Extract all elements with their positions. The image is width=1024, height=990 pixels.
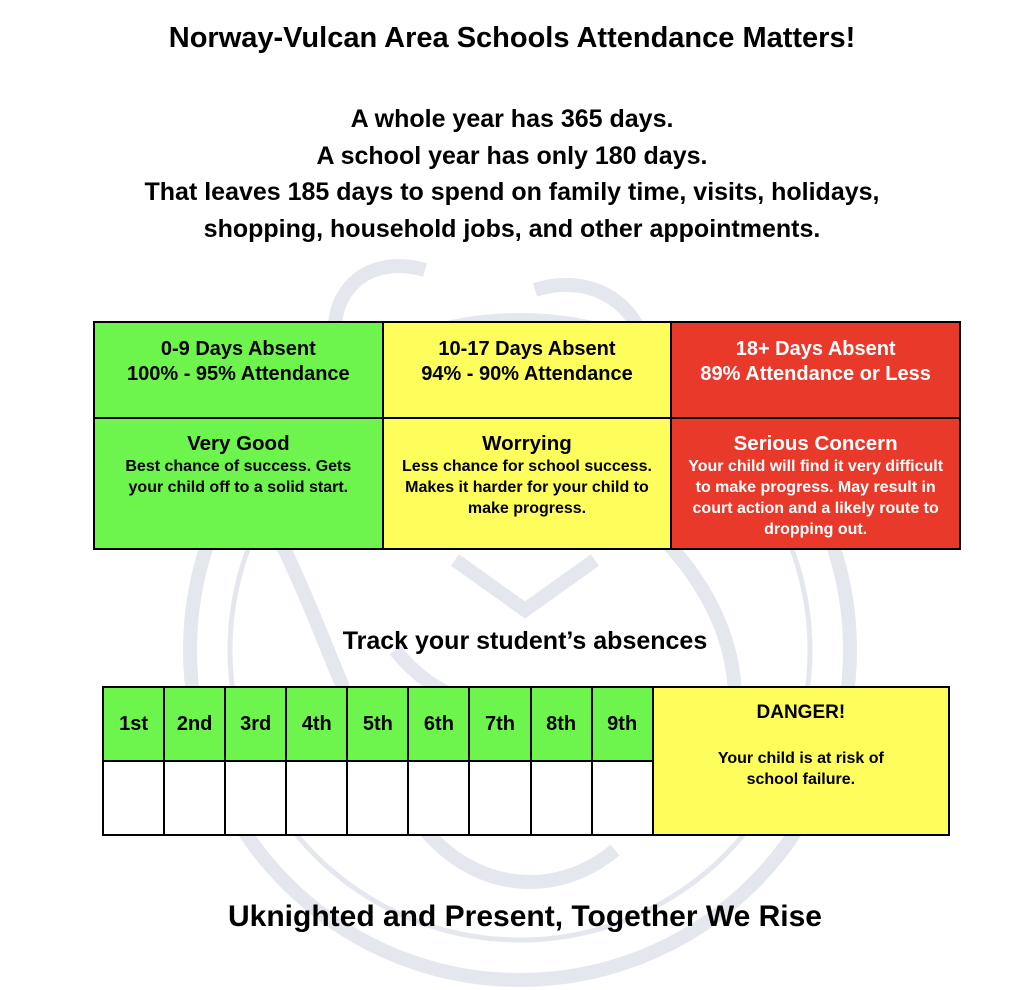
absence-label: 1st xyxy=(103,687,164,761)
level-status: Serious Concern xyxy=(733,432,898,455)
level-header-worrying xyxy=(383,322,672,418)
absence-checkbox[interactable] xyxy=(469,761,530,835)
danger-text: Your child is at risk of school failure. xyxy=(717,750,884,788)
level-days: 18+ Days Absent xyxy=(735,338,896,360)
level-percent: 89% Attendance or Less xyxy=(700,363,931,385)
intro-line: That leaves 185 days to spend on family time, visits, holidays, xyxy=(144,178,880,206)
level-header-good xyxy=(94,322,383,418)
intro-line: shopping, household jobs, and other appointments. xyxy=(203,214,821,243)
absence-label: 3rd xyxy=(225,687,286,761)
absence-label: 5th xyxy=(347,687,408,761)
absence-checkbox[interactable] xyxy=(408,761,469,835)
absence-label: 2nd xyxy=(164,687,225,761)
level-description: Your child will find it very difficult to make progress. May result in court action and a likely route to dropping out. xyxy=(688,458,944,538)
intro-line: A whole year has 365 days. xyxy=(350,105,674,133)
absence-tracker-table xyxy=(102,686,950,836)
level-detail-worrying xyxy=(383,418,672,549)
absence-label: 6th xyxy=(408,687,469,761)
tracker-title: Track your student’s absences xyxy=(342,627,708,655)
absence-checkbox[interactable] xyxy=(225,761,286,835)
level-description: Less chance for school success. Makes it harder for your child to make progress. xyxy=(402,458,652,517)
level-detail-good xyxy=(94,418,383,549)
footer-slogan: Uknighted and Present, Together We Rise xyxy=(228,900,822,933)
absence-label: 8th xyxy=(531,687,592,761)
absence-label: 7th xyxy=(469,687,530,761)
page-title: Norway-Vulcan Area Schools Attendance Matters! xyxy=(168,22,856,54)
absence-label: 9th xyxy=(592,687,653,761)
level-detail-serious xyxy=(671,418,960,549)
danger-heading: DANGER! xyxy=(756,702,846,723)
level-header-serious xyxy=(671,322,960,418)
danger-box xyxy=(653,687,949,835)
level-status: Very Good xyxy=(187,432,290,455)
level-percent: 94% - 90% Attendance xyxy=(421,363,633,385)
attendance-levels-table xyxy=(93,321,961,550)
absence-checkbox[interactable] xyxy=(592,761,653,835)
level-percent: 100% - 95% Attendance xyxy=(126,363,350,385)
absence-checkbox[interactable] xyxy=(347,761,408,835)
intro-text xyxy=(0,101,1024,247)
absence-checkbox[interactable] xyxy=(164,761,225,835)
absence-checkbox[interactable] xyxy=(531,761,592,835)
absence-label: 4th xyxy=(286,687,347,761)
level-status: Worrying xyxy=(482,432,572,455)
absence-checkbox[interactable] xyxy=(286,761,347,835)
absence-checkbox[interactable] xyxy=(103,761,164,835)
level-description: Best chance of success. Gets your child off to a solid start. xyxy=(125,458,352,496)
level-days: 0-9 Days Absent xyxy=(160,338,316,360)
intro-line: A school year has only 180 days. xyxy=(316,141,708,170)
level-days: 10-17 Days Absent xyxy=(438,338,616,360)
